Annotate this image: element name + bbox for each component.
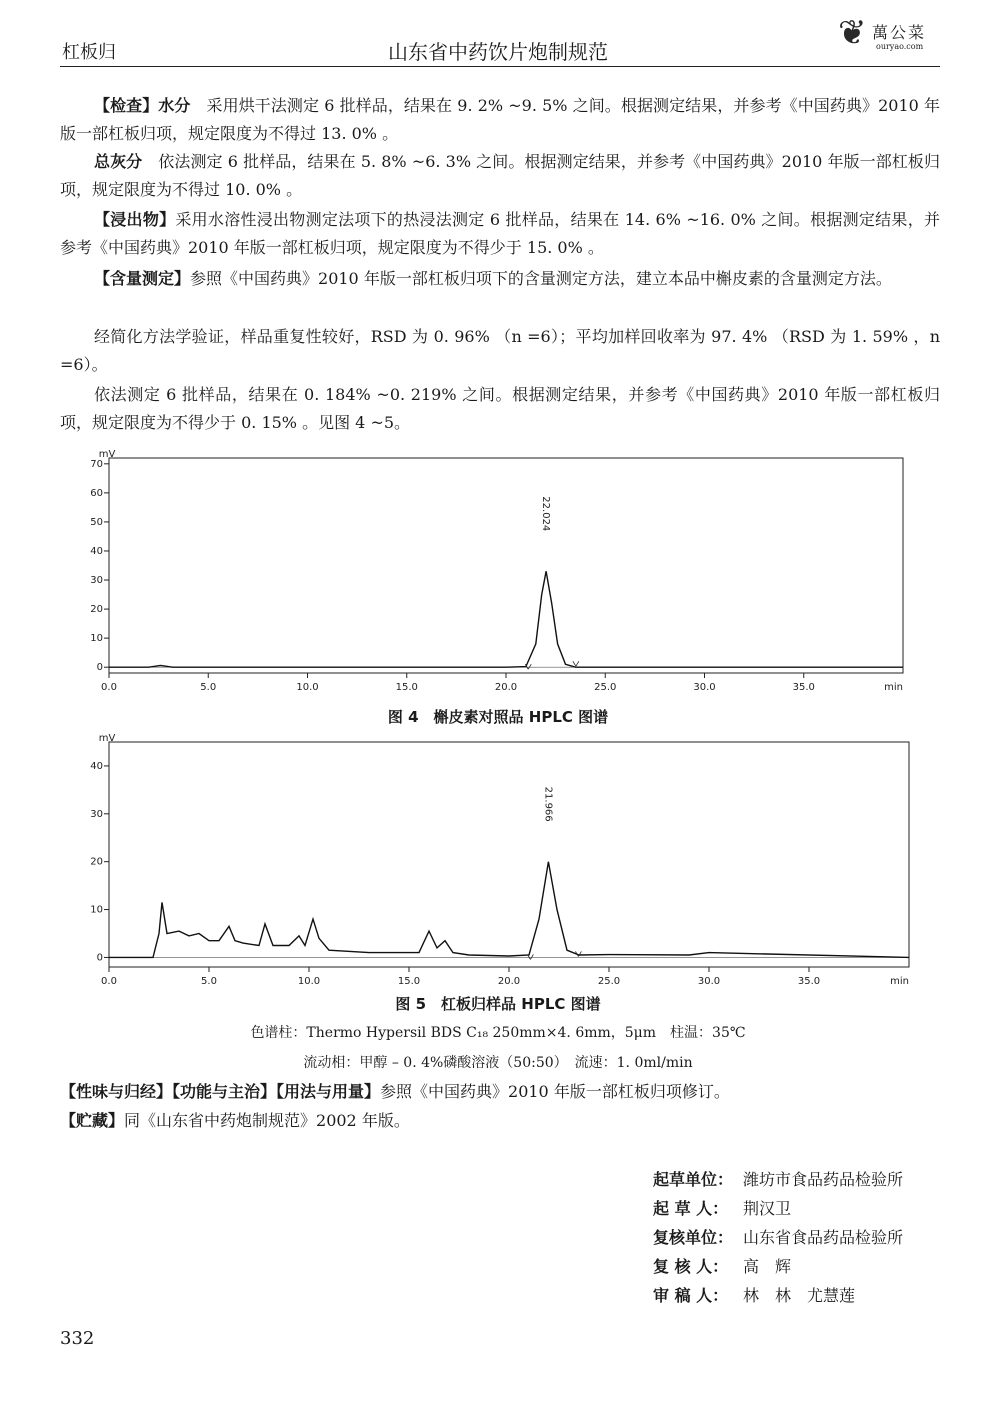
x-tick-label: 10.0 [297, 976, 321, 987]
chart-fig4-svg [90, 448, 915, 700]
paragraph-text: 参照《中国药典》2010 年版一部杠板归项下的含量测定方法，建立本品中槲皮素的含量测定方法。 [190, 269, 892, 288]
x-tick-label: 15.0 [397, 976, 421, 987]
y-tick-label: 10 [90, 633, 103, 645]
paragraph-extract [60, 206, 940, 262]
paragraph-validation [60, 323, 940, 379]
section-tag: 【贮藏】 [60, 1111, 125, 1130]
paragraph-text: 采用水溶性浸出物测定法项下的热浸法测定 6 批样品，结果在 14. 6% ~16. 0% 之间。根据测定结果，并参考《中国药典》2010 年版一部杠板归项，规定限度为不得少于 15. 0% 。 [60, 210, 940, 257]
section-tag: 【含量测定】 [94, 269, 191, 288]
chromatography-conditions-mobile-phase: 流动相：甲醇 – 0. 4%磷酸溶液（50:50） 流速：1. 0ml/min [303, 1055, 693, 1071]
logo-url: ouryao.com [876, 42, 924, 51]
x-tick-label: 20.0 [494, 682, 518, 693]
running-head-left: 杠板归 [62, 42, 116, 63]
peak-label: 22.024 [540, 496, 552, 532]
page-number: 332 [60, 1328, 95, 1349]
paragraph-text: 同《山东省中药炮制规范》2002 年版。 [124, 1111, 410, 1130]
chromatogram-trace [109, 862, 909, 958]
x-tick-label: 0.0 [101, 682, 117, 693]
y-tick-label: 50 [90, 516, 103, 528]
plot-frame [109, 742, 909, 967]
y-tick-label: 30 [90, 808, 103, 820]
paragraph-text: 经简化方法学验证，样品重复性较好，RSD 为 0. 96% （n =6）；平均加样回收率为 97. 4% （RSD 为 1. 59% ，n =6）。 [60, 327, 940, 374]
section-tag: 总灰分 [94, 152, 143, 171]
paragraph-ash [60, 148, 940, 204]
paragraph-assay [60, 265, 940, 293]
paragraph-moisture [60, 92, 940, 148]
y-tick-label: 0 [96, 952, 103, 964]
peak-label: 21.966 [542, 786, 554, 822]
paragraph-text: 采用烘干法测定 6 批样品，结果在 9. 2% ~9. 5% 之间。根据测定结果，并参考《中国药典》2010 年版一部杠板归项，规定限度为不得过 13. 0% 。 [60, 96, 940, 143]
paragraph-text: 依法测定 6 批样品，结果在 5. 8% ~6. 3% 之间。根据测定结果，并参考《中国药典》2010 年版一部杠板归项，规定限度为不得过 10. 0% 。 [60, 152, 940, 199]
x-tick-label: 25.0 [594, 682, 617, 693]
paragraph-text: 参照《中国药典》2010 年版一部杠板归项修订。 [380, 1082, 730, 1101]
x-tick-label: 30.0 [693, 682, 716, 693]
caption-fig4: 图 4 槲皮素对照品 HPLC 图谱 [387, 708, 609, 726]
paragraph-results [60, 381, 940, 437]
paragraph-text: 依法测定 6 批样品，结果在 0. 184% ~0. 219% 之间。根据测定结果，并参考《中国药典》2010 年版一部杠板归项，规定限度为不得少于 0. 15% 。见图 4 ~5。 [60, 385, 940, 432]
signoff-row: 审 稿 人： 林 林 尤慧莲 [653, 1286, 856, 1305]
chromatography-conditions-column: 色谱柱：Thermo Hypersil BDS C₁₈ 250mm×4. 6mm，5μm 柱温：35℃ [250, 1025, 746, 1041]
signoff-row: 起 草 人： 荆汉卫 [653, 1199, 792, 1218]
x-tick-label: 5.0 [200, 682, 217, 693]
y-axis-label: mV [98, 733, 116, 744]
herb-logo-icon: ❦ [838, 13, 867, 53]
signoff-row: 复 核 人： 高 辉 [653, 1257, 792, 1276]
y-tick-label: 20 [90, 856, 103, 868]
y-tick-label: 20 [90, 604, 103, 616]
logo-name: 萬公菜 [872, 23, 927, 42]
chromatogram-fig5 [90, 732, 915, 987]
y-tick-label: 70 [90, 458, 103, 470]
signoff-row: 起草单位： 潍坊市食品药品检验所 [653, 1170, 904, 1189]
chromatogram-fig4 [90, 448, 915, 700]
integration-end-mark [573, 661, 579, 666]
chromatogram-trace [109, 571, 903, 667]
signoff-row: 复核单位： 山东省食品药品检验所 [653, 1228, 904, 1247]
x-tick-label: 35.0 [797, 976, 821, 987]
x-tick-label: 15.0 [395, 682, 418, 693]
y-tick-label: 10 [90, 904, 103, 916]
x-tick-label: 35.0 [792, 682, 815, 693]
x-tick-label: 30.0 [697, 976, 721, 987]
y-tick-label: 30 [90, 575, 103, 587]
section-tag: 【性味与归经】【功能与主治】【用法与用量】 [60, 1082, 381, 1101]
y-tick-label: 40 [90, 760, 103, 772]
x-tick-label: 0.0 [101, 976, 117, 987]
paragraph-properties [60, 1078, 940, 1106]
x-tick-label: 20.0 [497, 976, 521, 987]
y-axis-label: mV [98, 449, 116, 460]
publisher-logo [836, 14, 946, 56]
running-head-title: 山东省中药饮片炮制规范 [388, 40, 608, 64]
y-tick-label: 60 [90, 487, 103, 499]
y-tick-label: 40 [90, 545, 103, 557]
plot-frame [109, 458, 903, 673]
y-tick-label: 0 [96, 662, 103, 674]
x-axis-label: min [884, 682, 903, 693]
caption-fig5: 图 5 杠板归样品 HPLC 图谱 [395, 995, 601, 1013]
x-tick-label: 25.0 [597, 976, 621, 987]
x-tick-label: 10.0 [296, 682, 319, 693]
integration-start-mark [527, 954, 533, 959]
paragraph-storage [60, 1107, 940, 1135]
chart-fig5-svg [90, 732, 915, 987]
section-tag: 【检查】水分 [94, 96, 191, 115]
x-axis-label: min [890, 976, 909, 987]
section-tag: 【浸出物】 [94, 210, 176, 229]
signoff-block [653, 1165, 903, 1310]
header-rule [60, 66, 940, 67]
x-tick-label: 5.0 [201, 976, 217, 987]
